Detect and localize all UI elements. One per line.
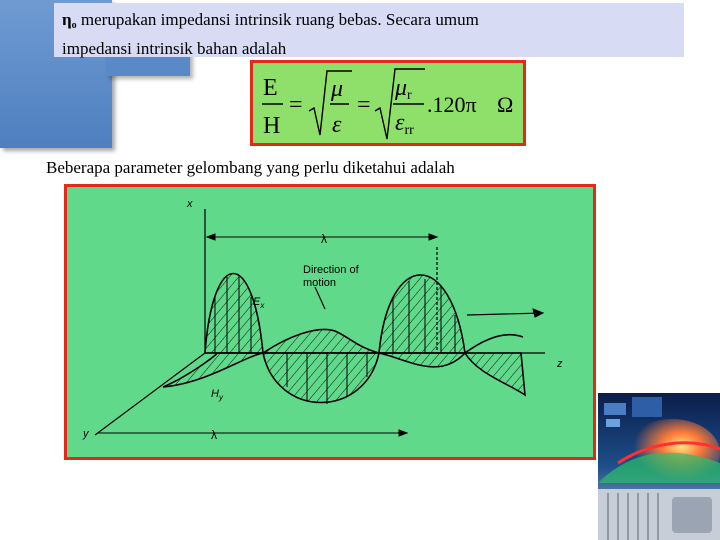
title-line-1: merupakan impedansi intrinsik ruang bebas. Secara umum: [76, 10, 479, 29]
axis-x-label: x: [187, 198, 193, 210]
lambda-top-label: λ: [321, 232, 327, 246]
direction-arrow-head: [533, 309, 543, 317]
direction-label-line1: Direction of: [303, 264, 359, 276]
formula-mu: μ: [331, 76, 344, 102]
direction-pointer: [315, 287, 325, 309]
title-line-2: impedansi intrinsik bahan adalah: [62, 39, 287, 58]
formula-ohm: Ω: [497, 92, 514, 117]
parameters-sentence: Beberapa parameter gelombang yang perlu diketahui adalah: [46, 158, 455, 177]
direction-label-line2: motion: [303, 277, 337, 289]
formula-H: H: [263, 113, 281, 139]
axis-y-label: y: [83, 428, 89, 440]
direction-arrow-line: [467, 313, 543, 315]
impedance-formula: [250, 60, 526, 146]
lambda-top-arrow-right: [429, 234, 437, 240]
formula-E: E: [263, 75, 278, 101]
slide-title: [54, 3, 684, 57]
formula-equals-2: =: [357, 92, 371, 118]
em-wave-diagram: [64, 184, 596, 460]
formula-equals-1: =: [289, 92, 303, 118]
formula-epsilon: ε: [332, 112, 342, 138]
decorative-photo: [598, 393, 720, 540]
formula-mu-r: μr: [395, 75, 412, 103]
lambda-bottom-label: λ: [211, 428, 217, 442]
lambda-bottom-arrow: [399, 430, 407, 436]
ex-wave: [205, 274, 525, 405]
hy-label: $H_y$: [211, 388, 223, 402]
lambda-top-arrow-left: [207, 234, 215, 240]
axis-z-label: z: [557, 358, 563, 370]
ex-label: $E_x$: [253, 296, 265, 310]
formula-tail: .120π: [427, 92, 477, 117]
eta-symbol: η: [62, 10, 72, 29]
eta-subscript: o: [71, 20, 77, 31]
y-axis-line: [95, 353, 205, 435]
formula-epsilon-r: εrr: [395, 110, 414, 138]
